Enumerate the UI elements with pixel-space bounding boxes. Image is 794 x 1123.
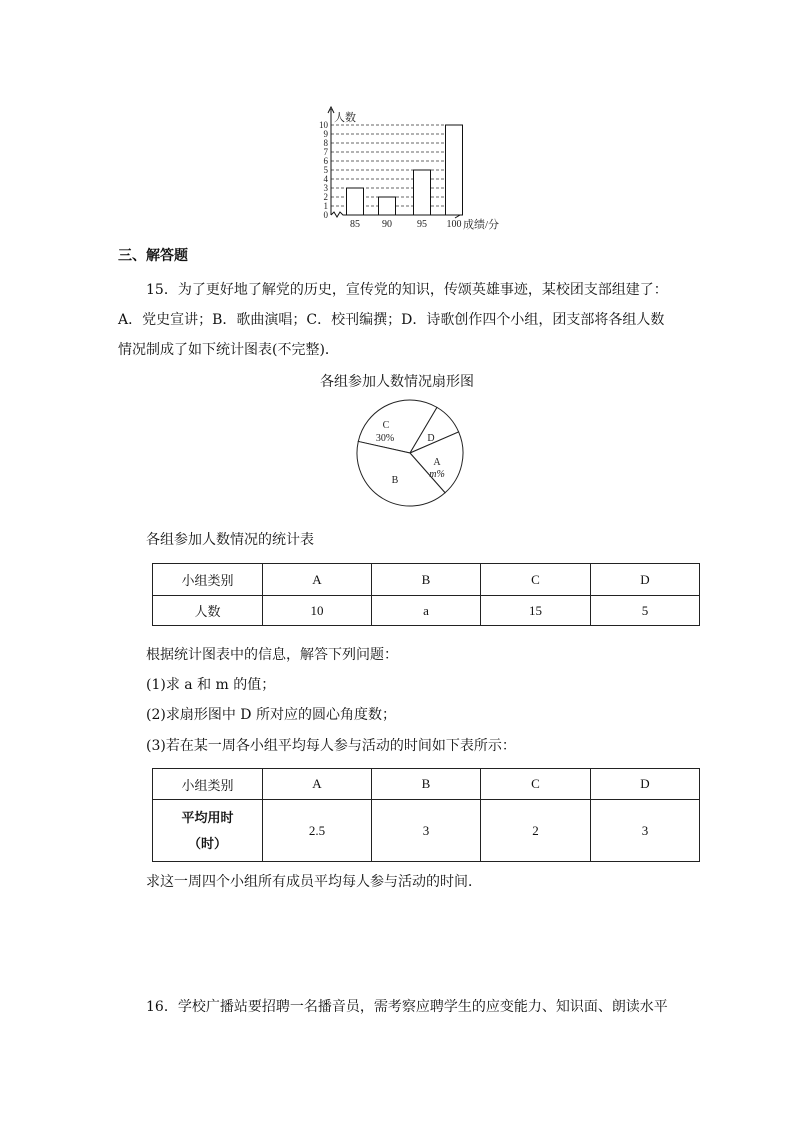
table-cell: D [591,769,700,800]
table-cell: 3 [372,800,481,862]
y-tick-label: 1 [323,201,328,211]
table-cell: C [481,769,591,800]
y-tick-label: 7 [323,147,328,157]
chart-y-tick-labels [319,120,329,220]
table-cell: A [263,564,372,596]
pie-label-c: C [382,420,390,431]
table-cell: 小组类别 [153,564,263,596]
pie-chart-title: 各组参加人数情况扇形图 [320,374,474,390]
q15-sub-question-3: (3)若在某一周各小组平均每人参与活动的时间如下表所示： [146,738,516,754]
x-tick-label: 85 [350,219,360,230]
y-tick-label: 3 [323,183,328,193]
chart-x-axis-label: 成绩/分 [463,219,500,231]
table-cell: 2 [481,800,591,862]
y-tick-label: 0 [323,210,328,220]
chart-y-axis-label: 人数 [334,112,356,124]
table-cell: 10 [263,596,372,626]
bar [446,125,463,215]
bar-chart [300,105,530,235]
table-cell: A [263,769,372,800]
q15-final-question: 求这一周四个小组所有成员平均每人参与活动的时间． [146,874,482,890]
y-tick-label: 4 [323,174,328,184]
bar [347,188,364,215]
pie-chart [355,396,465,512]
table-cell [153,800,263,862]
q15-line-1: 15．为了更好地了解党的历史，宣传党的知识，传颂英雄事迹，某校团支部组建了： [146,282,668,298]
y-tick-label: 5 [323,165,328,175]
q15-sub-question-2: (2)求扇形图中 D 所对应的圆心角度数； [146,707,396,723]
table-header-row [153,564,700,596]
table-cell: 2.5 [263,800,372,862]
pie-slices [357,400,463,506]
pie-label-a-percent: m% [429,469,445,480]
y-tick-label: 2 [323,192,328,202]
bar [414,170,431,215]
x-tick-label: 95 [417,219,427,230]
table-cell: B [372,564,481,596]
y-tick-label: 9 [323,129,328,139]
x-tick-label: 90 [382,219,392,230]
table-row [153,596,700,626]
q15-line-2: A．党史宣讲；B．歌曲演唱；C．校刊编撰；D．诗歌创作四个小组，团支部将各组人数 [118,312,665,328]
x-tick-label: 100 [446,219,462,230]
table-cell: a [372,596,481,626]
y-tick-label: 6 [323,156,328,166]
average-time-table [152,768,700,862]
row-label-line-1: 平均用时 [181,809,234,825]
table-cell: 3 [591,800,700,862]
table1-caption: 各组参加人数情况的统计表 [146,532,314,548]
table-cell: 小组类别 [153,769,263,800]
row-label-line-2: （时） [187,835,227,851]
table-cell: B [372,769,481,800]
q15-prompt: 根据统计图表中的信息，解答下列问题： [146,647,398,663]
table-cell: C [481,564,591,596]
table-row [153,800,700,862]
q15-line-3: 情况制成了如下统计图表(不完整)． [118,342,339,358]
y-tick-label: 8 [323,138,328,148]
pie-label-d: D [427,433,435,444]
y-tick-label: 10 [319,120,328,130]
q15-sub-question-1: (1)求 a 和 m 的值； [146,677,276,693]
table-cell: D [591,564,700,596]
pie-label-a: A [433,457,441,468]
table-cell: 人数 [153,596,263,626]
section-heading: 三、解答题 [118,248,188,264]
pie-label-c-percent: 30% [375,433,395,444]
q16-line-1: 16．学校广播站要招聘一名播音员，需考察应聘学生的应变能力、知识面、朗读水平 [146,999,668,1015]
chart-x-tick-labels [350,219,462,230]
table-header-row [153,769,700,800]
table-cell: 15 [481,596,591,626]
bar [379,197,396,215]
axis-break-mark [331,212,345,217]
table-cell: 5 [591,596,700,626]
pie-label-b: B [391,475,399,486]
group-count-table [152,563,700,626]
